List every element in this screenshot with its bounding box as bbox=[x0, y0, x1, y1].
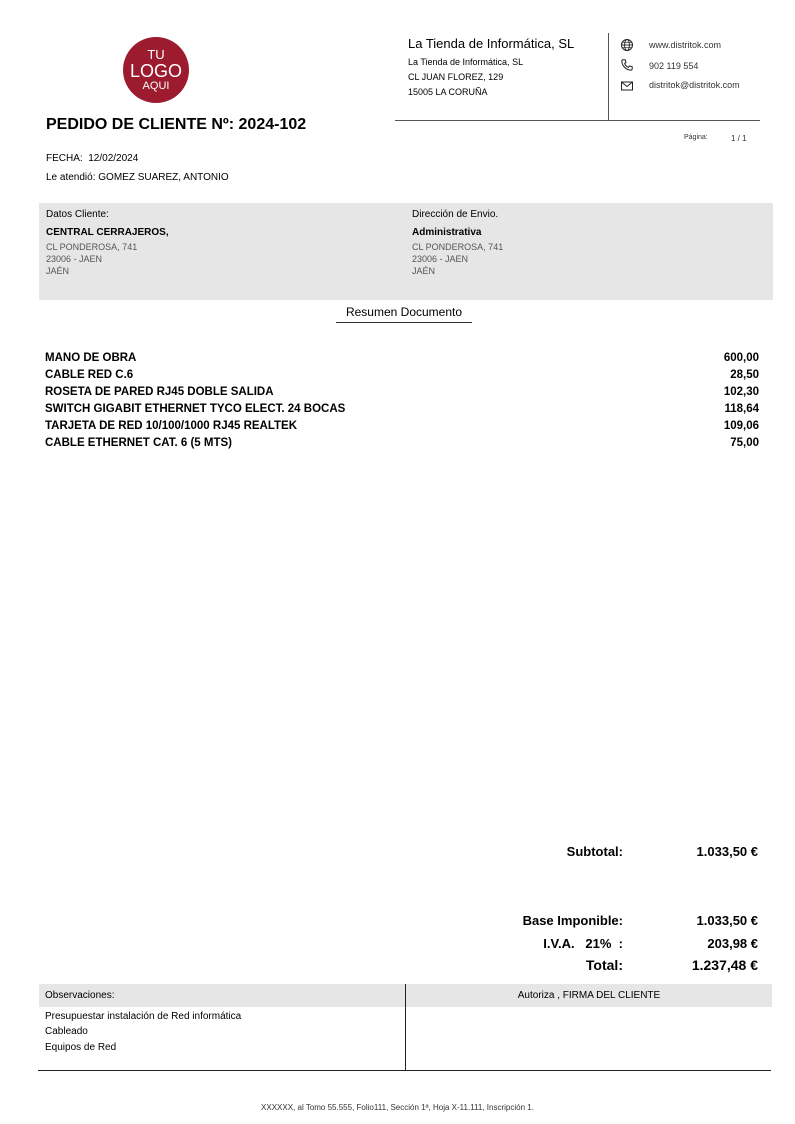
legal-footer: XXXXXX, al Tomo 55.555, Folio111, Sección 1ª, Hoja X-11.111, Inscripción 1. bbox=[261, 1103, 534, 1112]
observations-bottom-line bbox=[38, 1070, 771, 1071]
phone-icon bbox=[620, 58, 634, 72]
shipping-province: JAÉN bbox=[412, 266, 436, 276]
line-item bbox=[45, 403, 759, 420]
company-line-3: 15005 LA CORUÑA bbox=[408, 87, 488, 97]
item-description: MANO DE OBRA bbox=[45, 352, 137, 364]
client-label: Datos Cliente: bbox=[46, 209, 109, 220]
client-address: CL PONDEROSA, 741 bbox=[46, 242, 138, 252]
line-item bbox=[45, 386, 759, 403]
logo-line-3: AQUI bbox=[142, 80, 170, 92]
item-amount: 109,06 bbox=[723, 420, 759, 432]
subtotal-value: 1.033,50 € bbox=[696, 844, 758, 859]
shipping-name: Administrativa bbox=[412, 227, 482, 238]
page-number: 1 / 1 bbox=[731, 134, 747, 143]
line-item bbox=[45, 420, 759, 437]
document-title: PEDIDO DE CLIENTE Nº: 2024-102 bbox=[46, 116, 307, 133]
company-line-1: La Tienda de Informática, SL bbox=[408, 57, 524, 67]
attended-label: Le atendió: bbox=[46, 172, 96, 183]
client-name: CENTRAL CERRAJEROS, bbox=[46, 227, 169, 238]
contact-email[interactable]: distritok@distritok.com bbox=[649, 80, 740, 90]
date-label: FECHA: bbox=[46, 153, 83, 164]
base-label: Base Imponible: bbox=[522, 913, 623, 928]
total-label: Total: bbox=[585, 957, 623, 973]
shipping-address: CL PONDEROSA, 741 bbox=[412, 242, 504, 252]
client-city: 23006 - JAEN bbox=[46, 254, 103, 264]
attended-row bbox=[46, 172, 229, 183]
logo-line-1: TU bbox=[147, 47, 165, 62]
date-value: 12/02/2024 bbox=[88, 153, 139, 164]
iva-label: I.V.A. 21% : bbox=[543, 936, 623, 951]
item-description: ROSETA DE PARED RJ45 DOBLE SALIDA bbox=[45, 386, 274, 398]
item-description: CABLE RED C.6 bbox=[45, 369, 134, 381]
item-amount: 75,00 bbox=[730, 437, 759, 449]
signature-label: Autoriza , FIRMA DEL CLIENTE bbox=[406, 984, 772, 1007]
globe-icon bbox=[620, 38, 634, 52]
observation-line: Presupuestar instalación de Red informática bbox=[45, 1011, 242, 1022]
item-description: CABLE ETHERNET CAT. 6 (5 MTS) bbox=[45, 437, 232, 449]
item-description: TARJETA DE RED 10/100/1000 RJ45 REALTEK bbox=[45, 420, 298, 432]
iva-value: 203,98 € bbox=[707, 936, 758, 951]
client-province: JAÉN bbox=[46, 266, 70, 276]
company-name: La Tienda de Informática, SL bbox=[408, 36, 575, 51]
item-amount: 118,64 bbox=[724, 403, 759, 415]
envelope-icon bbox=[620, 79, 634, 93]
item-description: SWITCH GIGABIT ETHERNET TYCO ELECT. 24 BOCAS bbox=[45, 403, 346, 415]
total-value: 1.237,48 € bbox=[691, 957, 758, 973]
observations-label: Observaciones: bbox=[39, 984, 405, 1007]
logo-line-2: LOGO bbox=[129, 61, 182, 81]
item-amount: 600,00 bbox=[723, 352, 759, 364]
page-label: Página: bbox=[684, 134, 708, 141]
shipping-city: 23006 - JAEN bbox=[412, 254, 469, 264]
observations-divider bbox=[405, 984, 406, 1070]
header-divider-vertical bbox=[608, 33, 609, 120]
base-value: 1.033,50 € bbox=[696, 913, 758, 928]
line-item bbox=[45, 437, 759, 454]
item-amount: 102,30 bbox=[723, 386, 759, 398]
date-row bbox=[46, 153, 138, 164]
contact-web[interactable]: www.distritok.com bbox=[649, 40, 722, 50]
subtotal-label: Subtotal: bbox=[566, 844, 623, 859]
company-logo bbox=[123, 37, 189, 103]
item-amount: 28,50 bbox=[730, 369, 759, 381]
attended-value: GOMEZ SUAREZ, ANTONIO bbox=[98, 172, 229, 183]
line-item bbox=[45, 352, 759, 369]
shipping-label: Dirección de Envio. bbox=[412, 209, 499, 220]
header-divider-horizontal bbox=[395, 120, 760, 121]
line-item bbox=[45, 369, 759, 386]
client-panel bbox=[39, 203, 773, 300]
observation-line: Cableado bbox=[45, 1026, 88, 1037]
observation-line: Equipos de Red bbox=[45, 1042, 117, 1053]
company-line-2: CL JUAN FLOREZ, 129 bbox=[408, 72, 504, 82]
contact-phone: 902 119 554 bbox=[649, 61, 699, 71]
summary-title: Resumen Documento bbox=[336, 305, 472, 323]
